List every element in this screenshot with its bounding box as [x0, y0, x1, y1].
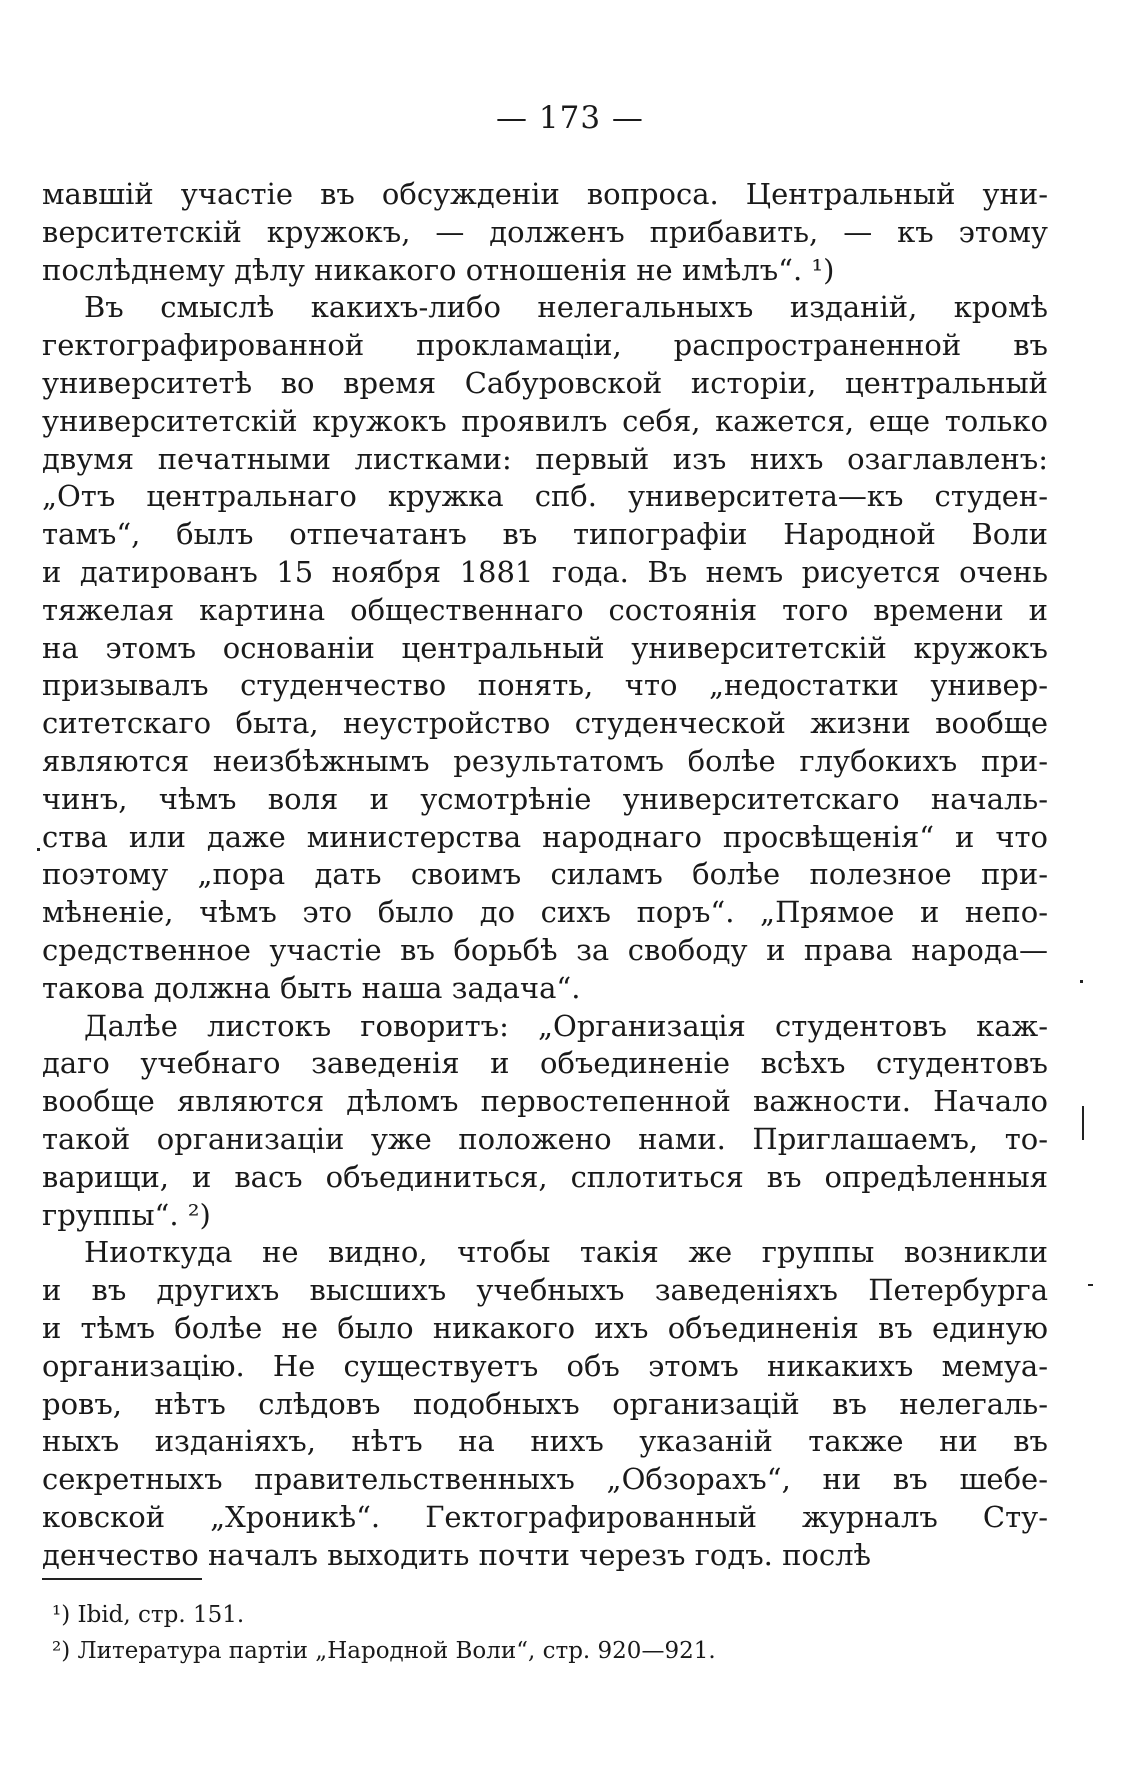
- page-number: — 173 —: [496, 100, 644, 136]
- text-line: Въ смыслѣ какихъ-либо нелегальныхъ изданій, кромѣ: [84, 290, 1048, 325]
- text-line: поэтому „пора дать своимъ силамъ болѣе полезное при-: [42, 857, 1048, 892]
- text-line: мавшій участіе въ обсужденіи вопроса. Центральный уни-: [42, 177, 1048, 211]
- text-line: ковской „Хроникѣ“. Гектографированный журналъ Сту-: [42, 1499, 1048, 1534]
- text-line: верситетскій кружокъ, — долженъ прибавить, — къ этому: [42, 214, 1048, 249]
- text-line: и тѣмъ болѣе не было никакого ихъ объединенія въ единую: [42, 1310, 1048, 1345]
- text-line: варищи, и васъ объединиться, сплотиться въ опредѣленныя: [42, 1159, 1048, 1194]
- margin-mark: [1080, 980, 1083, 983]
- text-line: ныхъ изданіяхъ, нѣтъ на нихъ указаній также ни въ: [42, 1424, 1048, 1459]
- text-line: организацію. Не существуетъ объ этомъ никакихъ мемуа-: [42, 1348, 1048, 1383]
- text-line: и датированъ 15 ноября 1881 года. Въ немъ рисуется очень: [42, 554, 1048, 589]
- text-line: послѣднему дѣлу никакого отношенія не имѣлъ“. ¹): [42, 252, 835, 287]
- paragraph: [42, 1234, 1048, 1574]
- text-line: даго учебнаго заведенія и объединеніе всѣхъ студентовъ: [42, 1046, 1048, 1081]
- text-line: секретныхъ правительственныхъ „Обзорахъ“, ни въ шебе-: [42, 1462, 1048, 1497]
- text-line: университетскій кружокъ проявилъ себя, кажется, еще только: [42, 403, 1048, 438]
- text-line: двумя печатными листками: первый изъ нихъ озаглавленъ:: [42, 441, 1048, 476]
- text-line: такой организаціи уже положено нами. Приглашаемъ, то-: [42, 1121, 1048, 1156]
- text-line: ровъ, нѣтъ слѣдовъ подобныхъ организацій въ нелегаль-: [42, 1386, 1048, 1421]
- text-line: денчество началъ выходить почти черезъ годъ. послѣ: [42, 1537, 872, 1572]
- text-line: тамъ“, былъ отпечатанъ въ типографіи Народной Воли: [42, 517, 1048, 552]
- footnote-rule: [42, 1578, 202, 1580]
- text-line: на этомъ основаніи центральный университетскій кружокъ: [42, 630, 1048, 665]
- text-line: средственное участіе въ борьбѣ за свободу и права народа—: [42, 932, 1048, 967]
- text-line: и въ другихъ высшихъ учебныхъ заведеніяхъ Петербурга: [42, 1273, 1048, 1308]
- text-line: чинъ, чѣмъ воля и усмотрѣніе университетскаго началь-: [42, 781, 1048, 816]
- text-line: призывалъ студенчество понять, что „недостатки универ-: [42, 668, 1048, 703]
- text-line: мѣненіе, чѣмъ это было до сихъ поръ“. „Прямое и непо-: [42, 895, 1048, 930]
- text-line: Далѣе листокъ говоритъ: „Организація студентовъ каж-: [84, 1008, 1048, 1043]
- text-line: Ниоткуда не видно, чтобы такія же группы возникли: [84, 1235, 1048, 1270]
- margin-mark: [37, 848, 40, 851]
- text-line: „Отъ центральнаго кружка спб. университета—къ студен-: [42, 479, 1048, 514]
- text-line: университетѣ во время Сабуровской исторіи, центральный: [42, 365, 1048, 400]
- text-line: группы“. ²): [42, 1197, 211, 1232]
- text-line: ства или даже министерства народнаго просвѣщенія“ и что: [42, 819, 1048, 854]
- paragraph: [42, 176, 1048, 289]
- text-line: ситетскаго быта, неустройство студенческой жизни вообще: [42, 706, 1048, 741]
- margin-mark: [1082, 1106, 1084, 1140]
- text-line: вообще являются дѣломъ первостепенной важности. Начало: [42, 1084, 1048, 1119]
- text-line: являются неизбѣжнымъ результатомъ болѣе глубокихъ при-: [42, 743, 1048, 778]
- paragraph: [42, 289, 1048, 1007]
- body-text: [42, 176, 1048, 1574]
- text-line: гектографированной прокламаціи, распространенной въ: [42, 328, 1048, 363]
- text-line: такова должна быть наша задача“.: [42, 970, 581, 1005]
- footnotes: [42, 1597, 1048, 1669]
- text-line: тяжелая картина общественнаго состоянія того времени и: [42, 592, 1048, 627]
- paragraph: [42, 1008, 1048, 1235]
- margin-mark: [1088, 1284, 1093, 1286]
- footnote: ²) Литература партіи „Народной Воли“, стр. 920—921.: [52, 1638, 716, 1664]
- footnote: ¹) Ibid, стр. 151.: [52, 1602, 245, 1628]
